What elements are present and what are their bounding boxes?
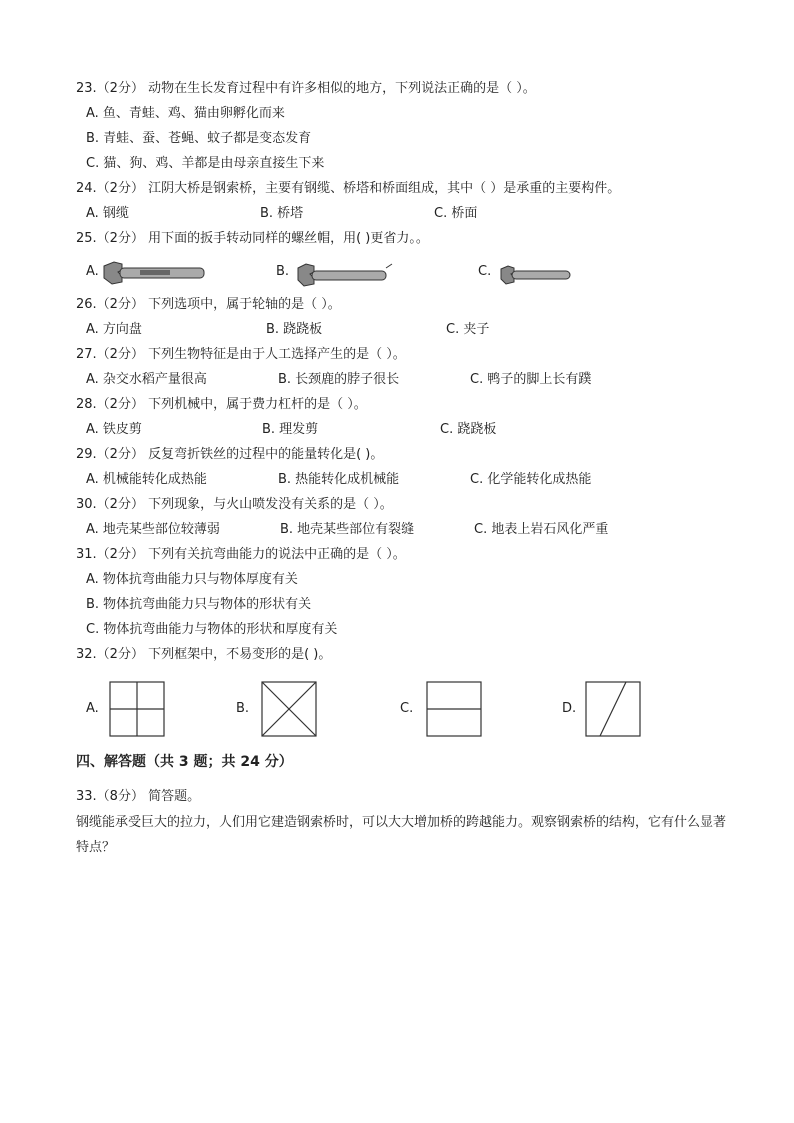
question-27-option-c: C. 鸭子的脚上长有蹼 [470,372,592,387]
question-24-option-b: B. 桥塔 [260,206,304,221]
question-31-option-c: C. 物体抗弯曲能力与物体的形状和厚度有关 [86,622,338,637]
question-28-option-a: A. 铁皮剪 [86,422,142,437]
question-33-stem: 33.（8分） 简答题。 [76,789,201,804]
question-32-stem: 32.（2分） 下列框架中，不易变形的是( )。 [76,647,332,662]
question-29-option-b: B. 热能转化成机械能 [278,472,400,487]
question-30-option-a: A. 地壳某些部位较薄弱 [86,522,220,537]
question-28-option-c: C. 跷跷板 [440,422,497,437]
question-24-option-a: A. 钢缆 [86,206,129,221]
question-23-option-a: A. 鱼、青蛙、鸡、猫由卵孵化而来 [86,106,285,121]
question-33-text: 钢缆能承受巨大的拉力，人们用它建造钢索桥时，可以大大增加桥的跨越能力。观察钢索桥的结构，它有什么显著特点？ [76,815,727,855]
frame-c-horizontal-icon [426,681,482,737]
question-24-option-c: C. 桥面 [434,206,478,221]
question-27-option-b: B. 长颈鹿的脖子很长 [278,372,400,387]
question-32-option-c: C. [400,701,414,716]
question-26-option-c: C. 夹子 [446,322,490,337]
question-30-option-c: C. 地表上岩石风化严重 [474,522,609,537]
frame-b-cross-icon [261,681,317,737]
wrench-c-icon [498,264,574,286]
question-25-option-c: C. [478,264,492,279]
question-32-option-b: B. [236,701,250,716]
question-23-option-c: C. 猫、狗、鸡、羊都是由母亲直接生下来 [86,156,325,171]
question-31-option-b: B. 物体抗弯曲能力只与物体的形状有关 [86,597,312,612]
question-26-option-a: A. 方向盘 [86,322,142,337]
question-30-option-b: B. 地壳某些部位有裂缝 [280,522,415,537]
question-30-stem: 30.（2分） 下列现象，与火山喷发没有关系的是（ ）。 [76,497,393,512]
question-29-stem: 29.（2分） 反复弯折铁丝的过程中的能量转化是( )。 [76,447,384,462]
question-29-option-c: C. 化学能转化成热能 [470,472,592,487]
question-24-stem: 24.（2分） 江阴大桥是钢索桥，主要有钢缆、桥塔和桥面组成，其中（ ）是承重的主要构件。 [76,181,621,196]
question-27-stem: 27.（2分） 下列生物特征是由于人工选择产生的是（ ）。 [76,347,406,362]
question-32-option-d: D. [562,701,577,716]
question-29-option-a: A. 机械能转化成热能 [86,472,207,487]
section-4-title: 四、解答题（共 3 题；共 24 分） [76,754,293,770]
question-28-option-b: B. 理发剪 [262,422,319,437]
frame-a-grid-icon [109,681,165,737]
wrench-a-icon [100,258,206,288]
question-25-stem: 25.（2分） 用下面的扳手转动同样的螺丝帽，用( )更省力。。 [76,231,429,246]
question-26-stem: 26.（2分） 下列选项中，属于轮轴的是（ ）。 [76,297,341,312]
question-23-option-b: B. 青蛙、蚕、苍蝇、蚊子都是变态发育 [86,131,312,146]
question-23-stem: 23.（2分） 动物在生长发育过程中有许多相似的地方，下列说法正确的是（ ）。 [76,81,536,96]
question-27-option-a: A. 杂交水稻产量很高 [86,372,207,387]
frame-d-diagonal-icon [585,681,641,737]
question-31-option-a: A. 物体抗弯曲能力只与物体厚度有关 [86,572,298,587]
wrench-b-icon [294,262,394,288]
question-31-stem: 31.（2分） 下列有关抗弯曲能力的说法中正确的是（ ）。 [76,547,406,562]
question-26-option-b: B. 跷跷板 [266,322,323,337]
question-32-option-a: A. [86,701,99,716]
question-28-stem: 28.（2分） 下列机械中，属于费力杠杆的是（ ）。 [76,397,367,412]
question-25-option-b: B. [276,264,290,279]
question-25-option-a: A. [86,264,99,279]
